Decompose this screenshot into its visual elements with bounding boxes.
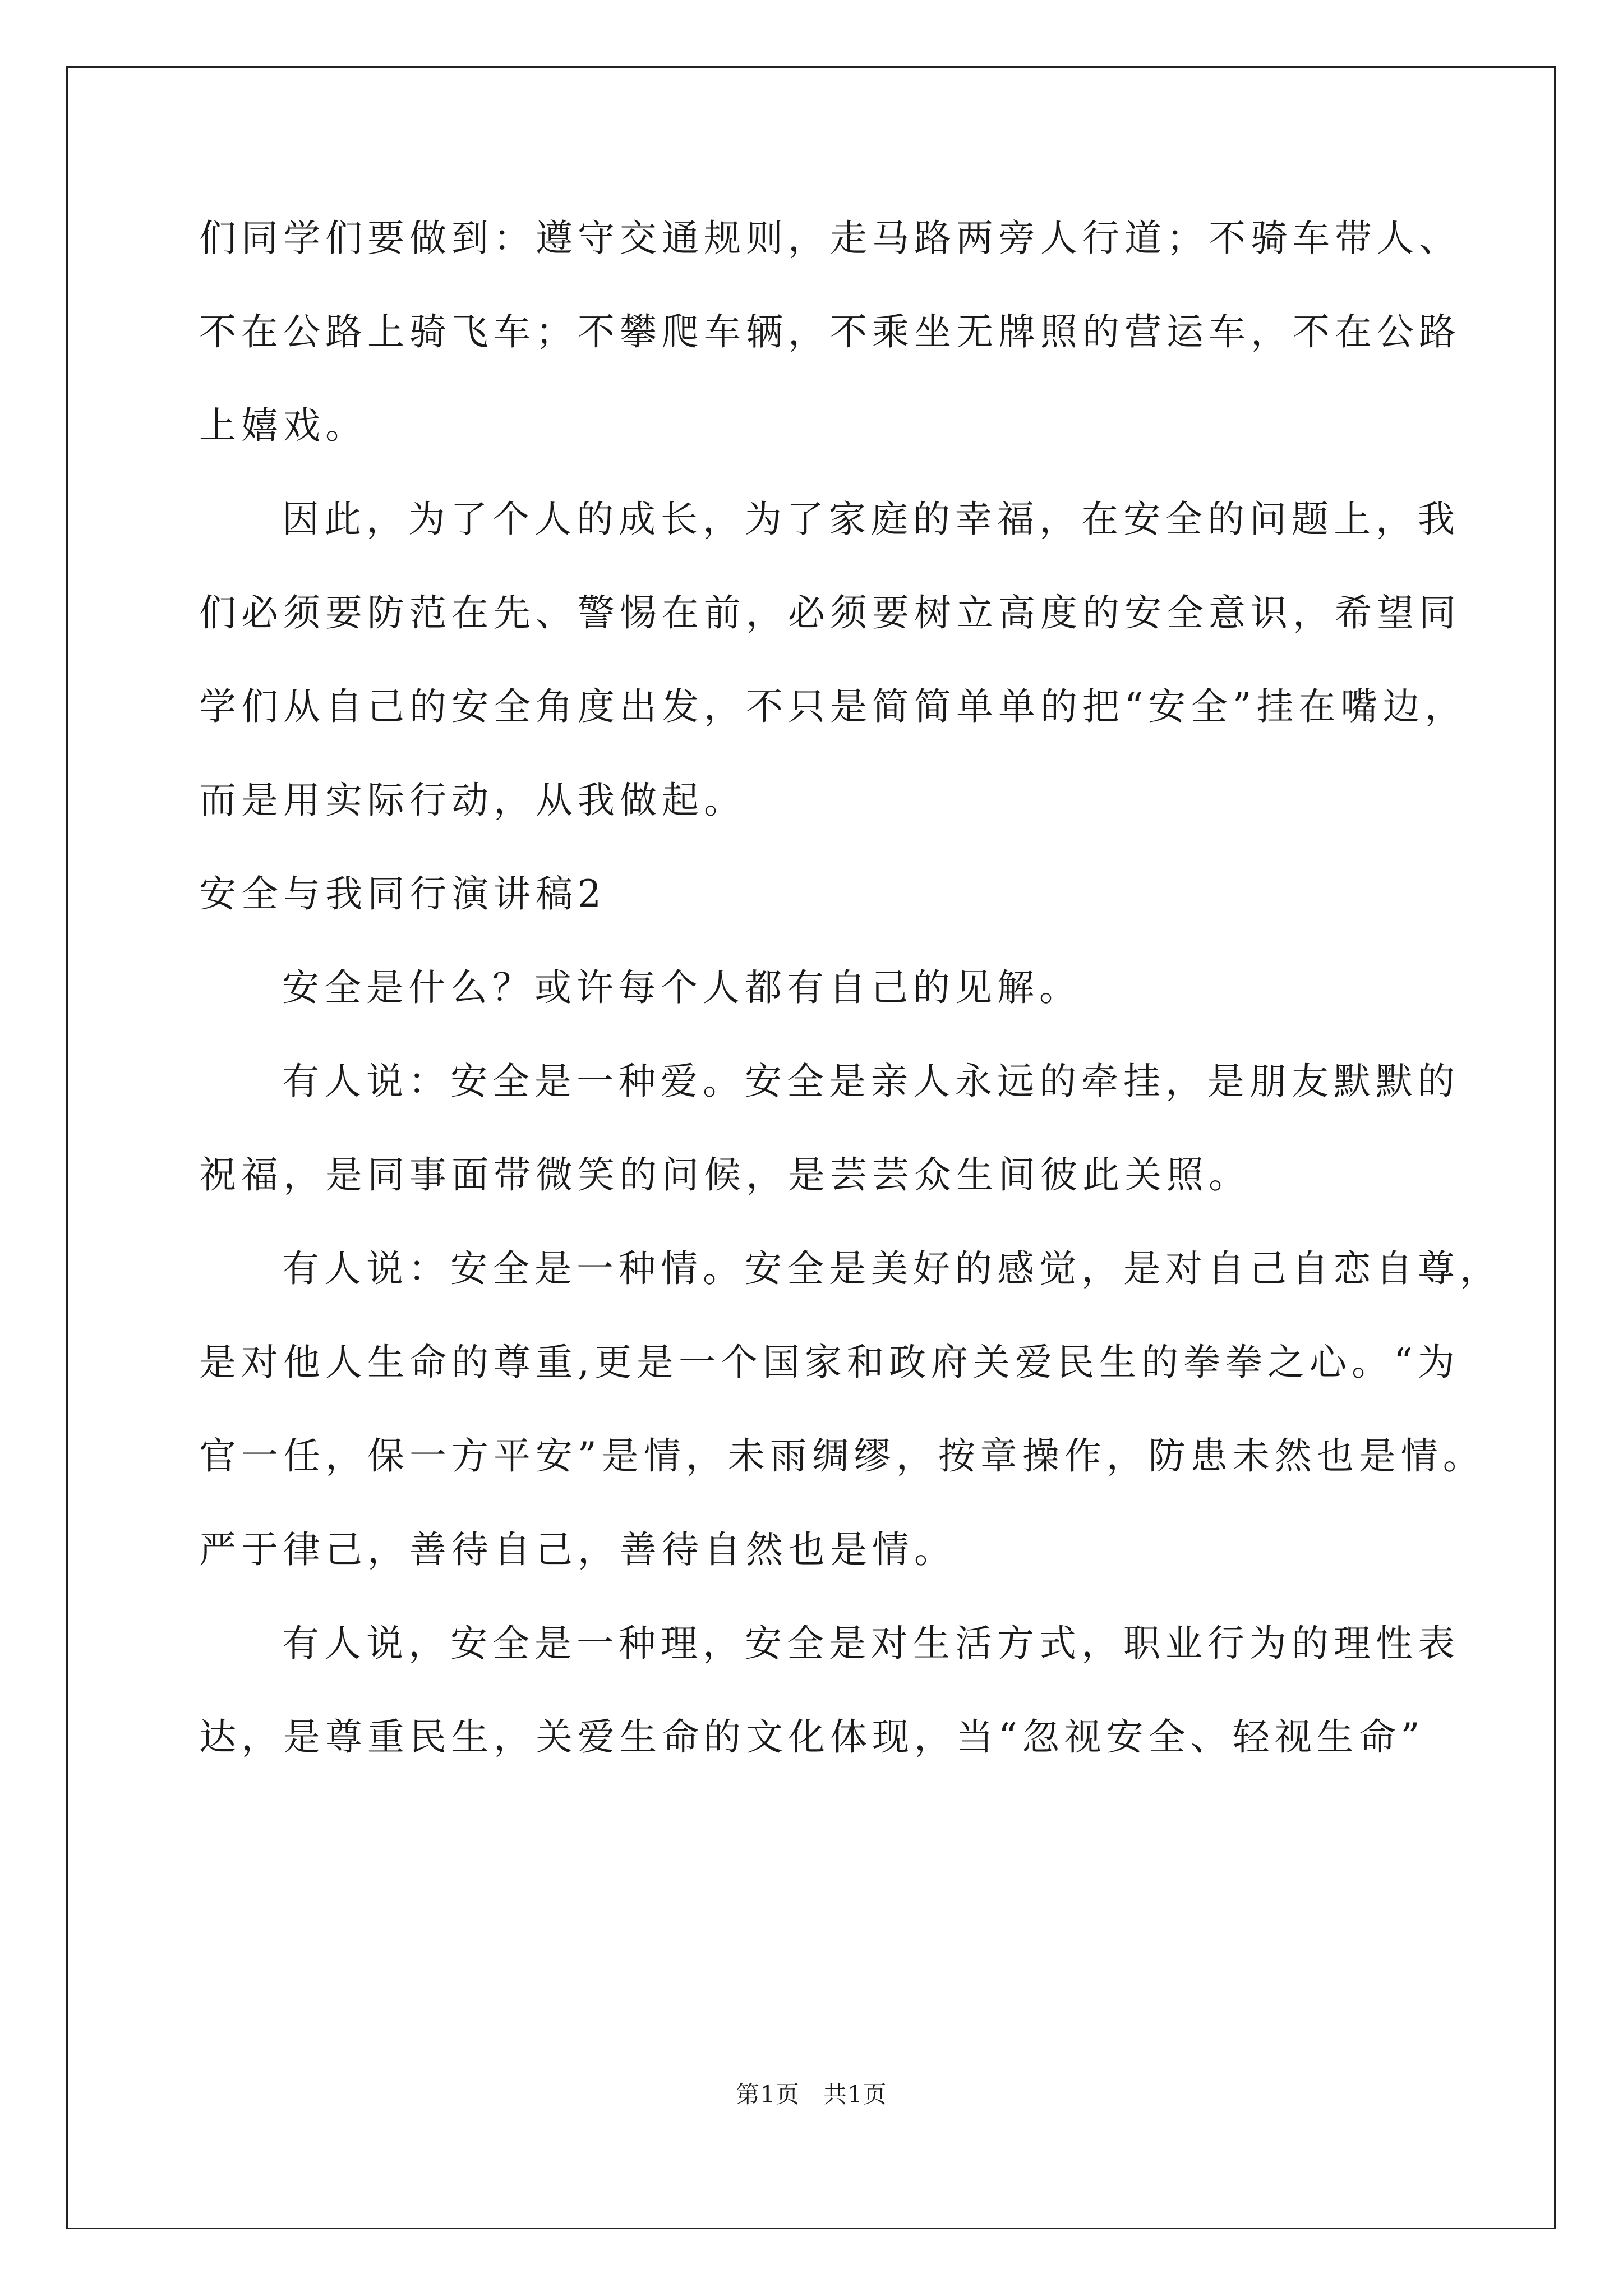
text-line: 是对他人生命的尊重,更是一个国家和政府关爱民生的拳拳之心。“为	[199, 1341, 1460, 1384]
paragraph-start-line: 有人说：安全是一种爱。安全是亲人永远的牵挂，是朋友默默的	[282, 1060, 1460, 1103]
section-heading: 安全与我同行演讲稿2	[199, 872, 606, 915]
text-line: 们必须要防范在先、警惕在前，必须要树立高度的安全意识，希望同	[199, 591, 1461, 634]
paragraph-start-line: 因此，为了个人的成长，为了家庭的幸福，在安全的问题上，我	[282, 498, 1460, 541]
paragraph-start-line: 安全是什么？或许每个人都有自己的见解。	[282, 966, 1081, 1009]
text-line: 们同学们要做到：遵守交通规则，走马路两旁人行道；不骑车带人、	[199, 217, 1461, 260]
text-line: 官一任，保一方平安”是情，未雨绸缪，按章操作，防患未然也是情。	[199, 1434, 1485, 1478]
text-line: 达，是尊重民生，关爱生命的文化体现，当“忽视安全、轻视生命”	[199, 1715, 1425, 1759]
paragraph-start-line: 有人说，安全是一种理，安全是对生活方式，职业行为的理性表	[282, 1622, 1460, 1665]
page-footer	[0, 2078, 1623, 2111]
text-line: 不在公路上骑飞车；不攀爬车辆，不乘坐无牌照的营运车，不在公路	[199, 310, 1461, 353]
page-number: 第1页	[736, 2081, 800, 2108]
text-line: 学们从自己的安全角度出发，不只是简简单单的把“安全”挂在嘴边，	[199, 685, 1467, 728]
text-line: 严于律己，善待自己，善待自然也是情。	[199, 1528, 956, 1571]
text-line: 而是用实际行动，从我做起。	[199, 779, 746, 822]
text-line: 上嬉戏。	[199, 404, 367, 447]
page-total: 共1页	[823, 2081, 887, 2108]
text-line: 祝福，是同事面带微笑的问候，是芸芸众生间彼此关照。	[199, 1153, 1251, 1197]
paragraph-start-line: 有人说：安全是一种情。安全是美好的感觉，是对自己自恋自尊，	[282, 1247, 1502, 1290]
